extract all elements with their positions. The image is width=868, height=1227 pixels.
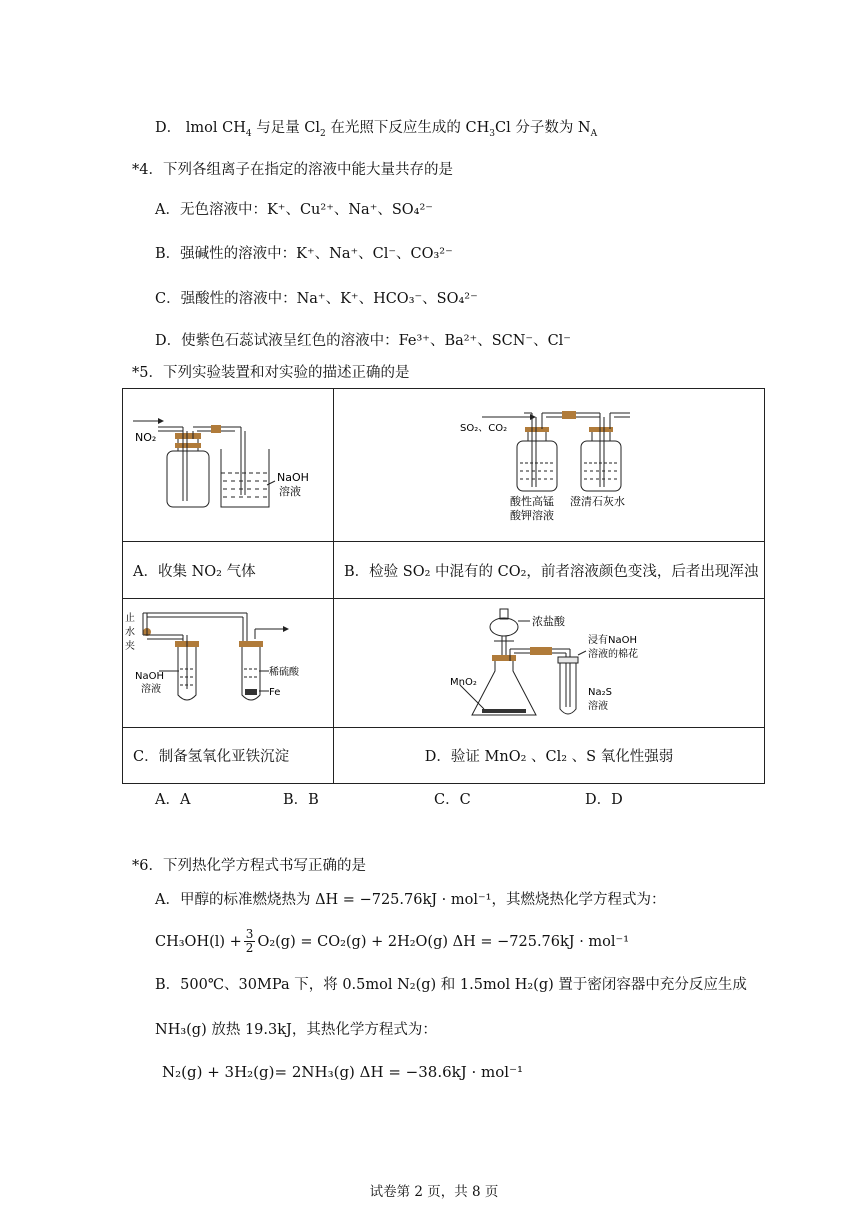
figure-c-apparatus [123,599,333,723]
figure-c-cell [123,599,334,728]
figure-d-mno2-label: MnO₂ [450,677,477,688]
q3-option-d: D． lmol $CH_4$ 与足量 $Cl_2$ 在光照下反应生成的 $CH_3Cl$ 分子数为 $N_A$ [155,120,598,139]
figure-c-clip-label-3: 夹 [125,641,135,652]
figure-c-solution-label: 溶液 [141,684,161,695]
q6-stem: *6．下列热化学方程式书写正确的是 [132,858,366,874]
equation-right: O₂(g) = CO₂(g) + 2H₂O(g) ΔH = −725.76kJ · mol⁻¹ [257,933,630,950]
figure-c-clip-label-2: 水 [125,627,135,638]
figure-b-limewater-label: 澄清石灰水 [570,495,625,508]
q5-choice-a: A．A [155,792,191,808]
caption-b: B．检验 SO₂ 中混有的 CO₂，前者溶液颜色变浅，后者出现浑浊 [334,542,765,599]
figure-b-cell [334,389,765,542]
q6-option-b-line1: B．500℃、30MPa 下，将 0.5mol N₂(g) 和 1.5mol H₂(g) 置于密闭容器中充分反应生成 [155,977,747,993]
q5-choice-b: B．B [283,792,319,808]
caption-c: C．制备氢氧化亚铁沉淀 [123,728,334,784]
figure-a-cell [123,389,334,542]
fraction-three-halves [244,928,256,955]
q6-option-b-line2: NH₃(g) 放热 19.3kJ，其热化学方程式为： [155,1022,437,1038]
page-footer: 试卷第 2 页，共 8 页 [369,1184,499,1200]
figure-d-apparatus [334,599,764,723]
q6-option-b-equation: N₂(g) + 3H₂(g)= 2NH₃(g) ΔH = −38.6kJ · mol⁻¹ [162,1063,524,1081]
figure-b-kmno4-label: 酸性高锰 [510,495,554,508]
figure-d-solution-label: 溶液 [588,701,608,712]
figure-d-hcl-label: 浓盐酸 [532,615,565,628]
fraction-denominator: 2 [245,941,254,955]
equation-left: CH₃OH(l) + [155,933,242,950]
caption-d: D．验证 MnO₂ 、Cl₂ 、S 氧化性强弱 [334,728,765,784]
q5-choice-d: D．D [585,792,623,808]
figure-d-cotton-label-1: 浸有NaOH [588,635,637,646]
figure-c-acid-label: 稀硫酸 [269,667,299,678]
figure-b-gas-label: SO₂、CO₂ [460,423,508,434]
q4-option-a: A．无色溶液中：K⁺、Cu²⁺、Na⁺、SO₄²⁻ [155,202,433,218]
figure-b-apparatus [334,389,764,537]
figure-b-kmno4-label-2: 酸钾溶液 [510,509,554,522]
q5-apparatus-table [122,388,765,784]
figure-a-gas-label: NO₂ [135,431,157,444]
figure-d-na2s-label: Na₂S [588,687,612,698]
figure-d-cell [334,599,765,728]
q4-option-b: B．强碱性的溶液中：K⁺、Na⁺、Cl⁻、CO₃²⁻ [155,246,453,262]
figure-a-solution-label: 溶液 [279,485,301,498]
q5-stem: *5．下列实验装置和对实验的描述正确的是 [132,365,410,381]
q6-option-a-line1: A．甲醇的标准燃烧热为 ΔH = −725.76kJ · mol⁻¹，其燃烧热化学方程式为： [155,892,666,908]
figure-a-naoh-label: NaOH [277,471,309,484]
q6-option-a-equation [155,928,629,955]
figure-a-apparatus [123,389,333,537]
fraction-numerator: 3 [245,927,254,941]
q4-option-c: C．强酸性的溶液中：Na⁺、K⁺、HCO₃⁻、SO₄²⁻ [155,291,478,307]
caption-a: A．收集 NO₂ 气体 [123,542,334,599]
figure-d-cotton-label-2: 溶液的棉花 [588,649,638,660]
q4-stem: *4．下列各组离子在指定的溶液中能大量共存的是 [132,162,453,178]
figure-c-clip-label-1: 止 [125,613,135,624]
q4-option-d: D．使紫色石蕊试液呈红色的溶液中：Fe³⁺、Ba²⁺、SCN⁻、Cl⁻ [155,333,571,349]
figure-c-naoh-label: NaOH [135,671,164,682]
figure-c-fe-label: Fe [269,687,281,698]
q5-choice-c: C．C [434,792,471,808]
